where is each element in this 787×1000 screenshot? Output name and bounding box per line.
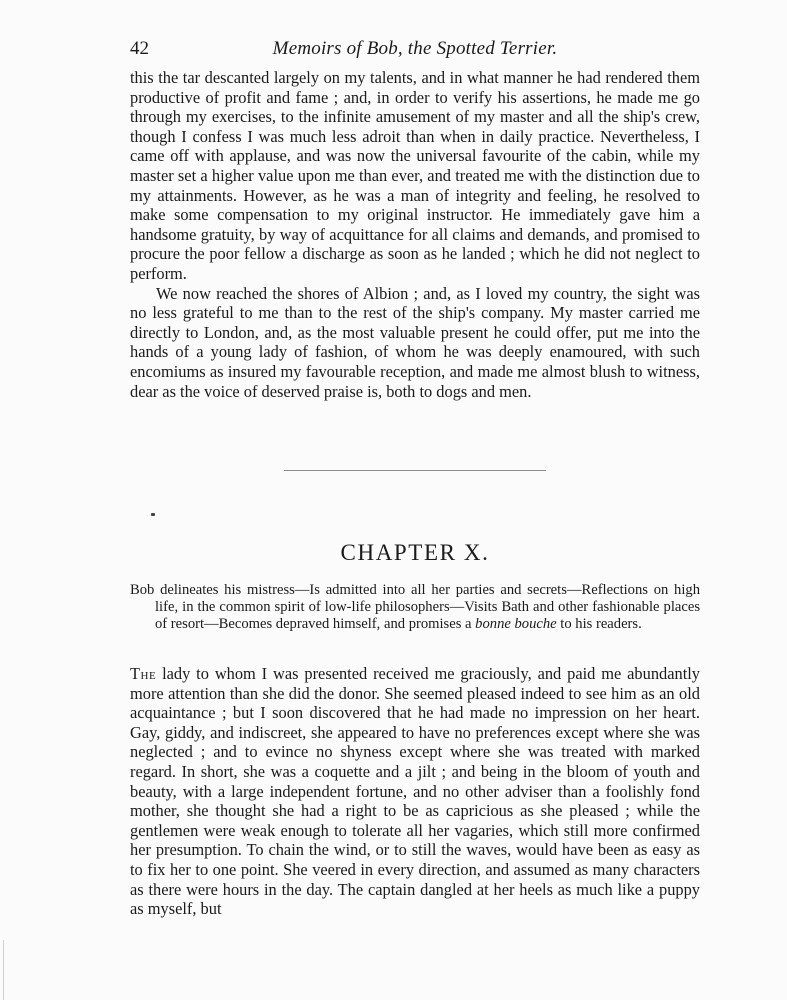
paragraph: this the tar descanted largely on my talents, and in what manner he had rendered them productive of profit and fame ; and, in order to verify his assertions, he made me go through my exercises, to the infinite amusement of my master and all the ship's crew, though I confess I was much less adroit than when in daily practice. Nevertheless, I came off with applause, and was now the universal favourite of the cabin, while my master set a higher value upon me than ever, and treated me with the distinction due to my attainments. However, as he was a man of integrity and feeling, he resolved to make some compensation to my original instructor. He immediately gave him a handsome gratuity, by way of acquittance for all claims and demands, and promised to procure the poor fellow a discharge as soon as he landed ; which he did not neglect to perform. bbox=[130, 68, 700, 283]
text-block-chapter bbox=[130, 664, 700, 919]
chapter-synopsis bbox=[130, 582, 700, 634]
paragraph bbox=[130, 664, 700, 919]
running-head bbox=[130, 38, 700, 62]
page-edge-shadow bbox=[3, 940, 4, 1000]
ink-speck bbox=[151, 513, 155, 516]
page-number: 42 bbox=[130, 38, 149, 59]
synopsis-text: Bob delineates his mistress—Is admitted into all her parties and secrets—Reflections on high life, in the common spirit of low-life philosophers—Visits Bath and other fashionable places of resort—Becomes depraved himself, and promises a bbox=[130, 582, 700, 633]
paragraph-body: lady to whom I was presented received me graciously, and paid me abundantly more attention than she did the donor. She seemed pleased indeed to see him as an old acquaintance ; but I soon discovered that he had made no impression on her heart. Gay, giddy, and indiscreet, she appeared to have no preferences except where she was neglected ; and to evince no shyness except where she was treated with marked regard. In short, she was a coquette and a jilt ; and being in the bloom of youth and beauty, with a large independent fortune, and no other adviser than a foolishly fond mother, she thought she had a right to be as capricious as she pleased ; while the gentlemen were weak enough to tolerate all her vagaries, which still more confirmed her presumption. To chain the wind, or to still the waves, would have been as easy as to fix her to one point. She veered in every direction, and assumed as many characters as there were hours in the day. The captain dangled at her heels as much like a puppy as myself, but bbox=[130, 664, 700, 919]
section-divider bbox=[284, 470, 546, 471]
text-block-continued bbox=[130, 68, 700, 401]
synopsis-italic-phrase: bonne bouche bbox=[475, 616, 557, 633]
paragraph: We now reached the shores of Albion ; and, as I loved my country, the sight was no less grateful to me than to the rest of the ship's company. My master carried me directly to London, and, as the most valuable present he could offer, put me into the hands of a young lady of fashion, of whom he was deeply enamoured, with such encomiums as insured my favourable reception, and made me almost blush to witness, dear as the voice of deserved praise is, both to dogs and men. bbox=[130, 283, 700, 401]
opening-word: The bbox=[130, 664, 157, 683]
running-title: Memoirs of Bob, the Spotted Terrier. bbox=[272, 38, 558, 59]
synopsis-text-end: to his readers. bbox=[556, 616, 642, 633]
chapter-heading: CHAPTER X. bbox=[340, 540, 490, 565]
